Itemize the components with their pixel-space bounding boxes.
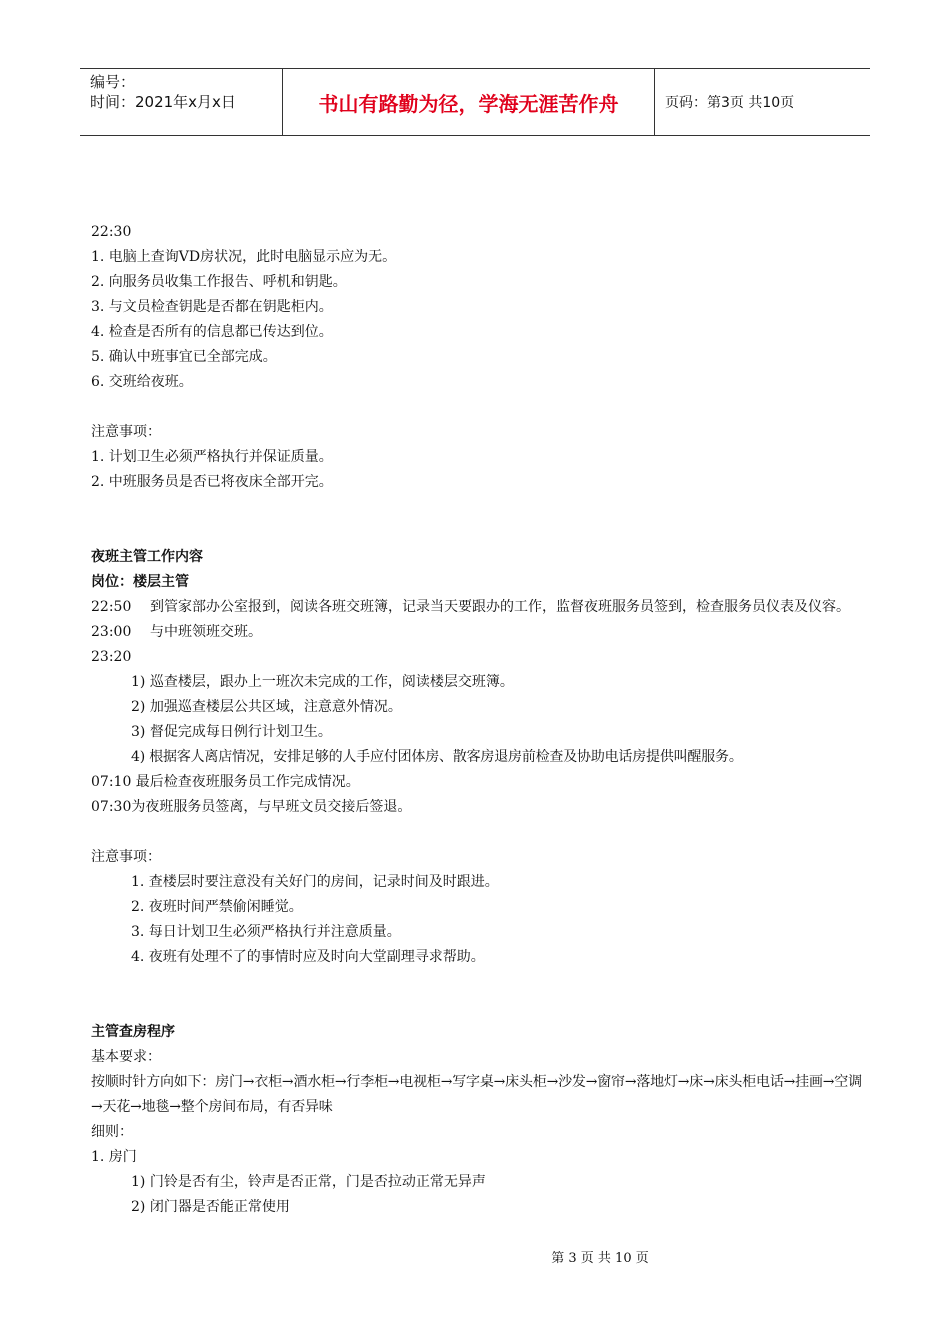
mid-shift-item: 4. 检查是否所有的信息都已传达到位。 [91, 324, 333, 340]
night-notes-title: 注意事项： [91, 849, 161, 865]
night-entry-2320-time: 23:20 [91, 649, 132, 665]
mid-shift-item: 1. 电脑上查询VD房状况，此时电脑显示应为无。 [91, 249, 397, 265]
header-motto: 书山有路勤为径，学海无涯苦作舟 [283, 69, 655, 135]
time-label: 时间：2021年x月x日 [90, 93, 236, 111]
page-header [80, 68, 870, 136]
entry-time: 23:00 [91, 624, 132, 640]
entry-time: 22:50 [91, 599, 132, 615]
inspection-door-sub: 1) 门铃是否有尘，铃声是否正常，门是否拉动正常无异声 [131, 1174, 486, 1190]
mid-shift-notes-title: 注意事项： [91, 424, 161, 440]
number-label: 编号： [90, 73, 136, 91]
night-note: 1. 查楼层时要注意没有关好门的房间，记录时间及时跟进。 [131, 874, 499, 890]
night-note: 3. 每日计划卫生必须严格执行并注意质量。 [131, 924, 401, 940]
night-entry-2250 [91, 595, 871, 620]
header-page-info: 页码：第3页 共10页 [665, 95, 795, 111]
mid-shift-note: 2. 中班服务员是否已将夜床全部开完。 [91, 474, 333, 490]
inspection-title: 主管查房程序 [91, 1024, 175, 1040]
night-task-item: 4) 根据客人离店情况，安排足够的人手应付团体房、散客房退房前检查及协助电话房提供叫醒服务。 [131, 749, 743, 765]
entry-text: 到管家部办公室报到，阅读各班交班簿，记录当天要跟办的工作，监督夜班服务员签到，检查服务员仪表及仪容。 [150, 599, 850, 615]
page-footer: 第 3 页 共 10 页 [551, 1251, 649, 1266]
mid-shift-note: 1. 计划卫生必须严格执行并保证质量。 [91, 449, 333, 465]
mid-shift-item: 6. 交班给夜班。 [91, 374, 193, 390]
night-task-item: 1) 巡查楼层，跟办上一班次未完成的工作，阅读楼层交班簿。 [131, 674, 514, 690]
mid-shift-item: 3. 与文员检查钥匙是否都在钥匙柜内。 [91, 299, 333, 315]
header-meta [80, 69, 283, 135]
night-note: 4. 夜班有处理不了的事情时应及时向大堂副理寻求帮助。 [131, 949, 485, 965]
inspection-basic-label: 基本要求： [91, 1049, 161, 1065]
night-entry-0730: 07:30为夜班服务员签离，与早班文员交接后签退。 [91, 799, 412, 815]
night-task-item: 3) 督促完成每日例行计划卫生。 [131, 724, 332, 740]
inspection-door-sub: 2) 闭门器是否能正常使用 [131, 1199, 290, 1215]
entry-text: 与中班领班交班。 [150, 624, 262, 640]
mid-shift-time: 22:30 [91, 224, 132, 240]
mid-shift-item: 5. 确认中班事宜已全部完成。 [91, 349, 277, 365]
document-body [91, 220, 871, 1220]
night-shift-position: 岗位：楼层主管 [91, 574, 189, 590]
inspection-basic-text: 按顺时针方向如下：房门→衣柜→酒水柜→行李柜→电视柜→写字桌→床头柜→沙发→窗帘→落地灯→床→床头柜电话→挂画→空调→天花→地毯→整个房间布局，有否异味 [91, 1074, 862, 1115]
night-shift-title: 夜班主管工作内容 [91, 549, 203, 565]
night-task-item: 2) 加强巡查楼层公共区域，注意意外情况。 [131, 699, 402, 715]
night-entry-2300 [91, 620, 871, 645]
mid-shift-item: 2. 向服务员收集工作报告、呼机和钥匙。 [91, 274, 347, 290]
night-entry-0710: 07:10 最后检查夜班服务员工作完成情况。 [91, 774, 360, 790]
night-note: 2. 夜班时间严禁偷闲睡觉。 [131, 899, 303, 915]
inspection-detail-label: 细则： [91, 1124, 133, 1140]
inspection-door-item: 1. 房门 [91, 1149, 137, 1165]
